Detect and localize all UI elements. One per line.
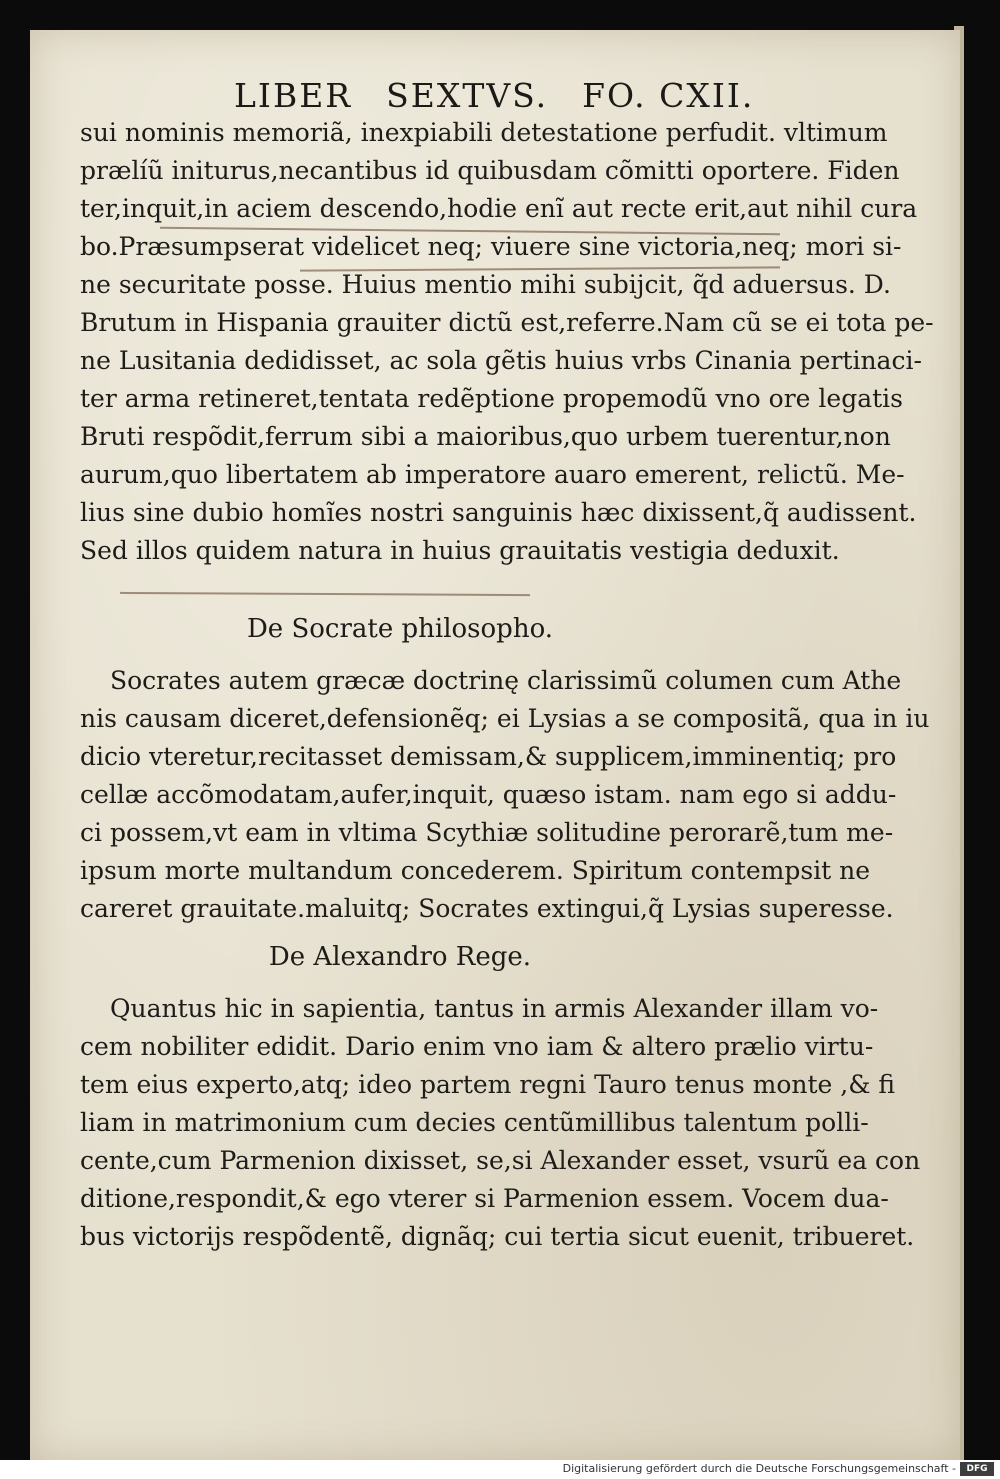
text-line: aurum,quo libertatem ab imperatore auaro emerent, relictũ. Me- bbox=[80, 460, 905, 489]
footer-credit: Digitalisierung gefördert durch die Deutsche Forschungsgemeinschaft - bbox=[562, 1462, 956, 1475]
text-line: bus victorijs respõdentẽ, dignãq; cui tertia sicut euenit, tribueret. bbox=[80, 1222, 915, 1251]
text-line: ditione,respondit,& ego vterer si Parmenion essem. Vocem dua- bbox=[80, 1184, 889, 1213]
section-heading-socrates: De Socrate philosopho. bbox=[246, 614, 554, 644]
text-line: lius sine dubio homĩes nostri sanguinis hæc dixissent,q̃ audissent. bbox=[80, 498, 917, 527]
text-block-1 bbox=[80, 114, 934, 570]
text-line: ipsum morte multandum concederem. Spiritum contempsit ne bbox=[80, 856, 871, 885]
text-block-3 bbox=[80, 990, 921, 1256]
header-liber: LIBER bbox=[234, 76, 353, 115]
text-line: Quantus hic in sapientia, tantus in armis Alexander illam vo- bbox=[110, 994, 879, 1023]
text-line: ne securitate posse. Huius mentio mihi subijcit, q̃d aduersus. D. bbox=[80, 270, 891, 299]
text-line: cellæ accõmodatam,aufer,inquit, quæso istam. nam ego si addu- bbox=[80, 780, 897, 809]
text-line: sui nominis memoriã, inexpiabili detestatione perfudit. vltimum bbox=[80, 118, 888, 147]
running-header bbox=[234, 76, 754, 115]
text-block-2 bbox=[80, 662, 930, 928]
text-line: Bruti respõdit,ferrum sibi a maioribus,quo urbem tuerentur,non bbox=[80, 422, 891, 451]
text-line: prælíũ initurus,necantibus id quibusdam cõmitti oportere. Fiden bbox=[80, 156, 900, 185]
text-line: Sed illos quidem natura in huius grauitatis vestigia deduxit. bbox=[80, 536, 840, 565]
dfg-logo: DFG bbox=[960, 1462, 994, 1476]
header-folio: FO. CXII. bbox=[582, 76, 755, 115]
text-line: liam in matrimonium cum decies centũmillibus talentum polli- bbox=[80, 1108, 869, 1137]
text-line: ter arma retineret,tentata redẽptione propemodũ vno ore legatis bbox=[80, 384, 903, 413]
text-line: ne Lusitania dedidisset, ac sola gẽtis huius vrbs Cinania pertinaci- bbox=[80, 346, 922, 375]
header-sextus: SEXTVS. bbox=[386, 76, 549, 115]
text-line: cem nobiliter edidit. Dario enim vno iam & altero prælio virtu- bbox=[80, 1032, 874, 1061]
text-line: tem eius experto,atq; ideo partem regni Tauro tenus monte ,& fi bbox=[80, 1070, 896, 1099]
text-line: nis causam diceret,defensionẽq; ei Lysias a se compositã, qua in iu bbox=[80, 704, 930, 733]
text-line: bo.Præsumpserat videlicet neq; viuere sine victoria,neq; mori si- bbox=[80, 232, 902, 261]
text-line: dicio vteretur,recitasset demissam,& supplicem,imminentiq; pro bbox=[80, 742, 897, 771]
text-line: careret grauitate.maluitq; Socrates extingui,q̃ Lysias superesse. bbox=[80, 894, 894, 923]
text-line: ci possem,vt eam in vltima Scythiæ solitudine perorarẽ,tum me- bbox=[80, 818, 894, 847]
text-line: cente,cum Parmenion dixisset, se,si Alexander esset, vsurũ ea con bbox=[80, 1146, 921, 1175]
text-line: Socrates autem græcæ doctrinę clarissimũ columen cum Athe bbox=[110, 666, 902, 695]
text-line: Brutum in Hispania grauiter dictũ est,referre.Nam cũ se ei tota pe- bbox=[80, 308, 934, 337]
section-heading-alexander: De Alexandro Rege. bbox=[268, 942, 532, 972]
footer-bar bbox=[0, 1460, 1000, 1479]
text-line: ter,inquit,in aciem descendo,hodie enĩ aut recte erit,aut nihil cura bbox=[80, 194, 918, 223]
